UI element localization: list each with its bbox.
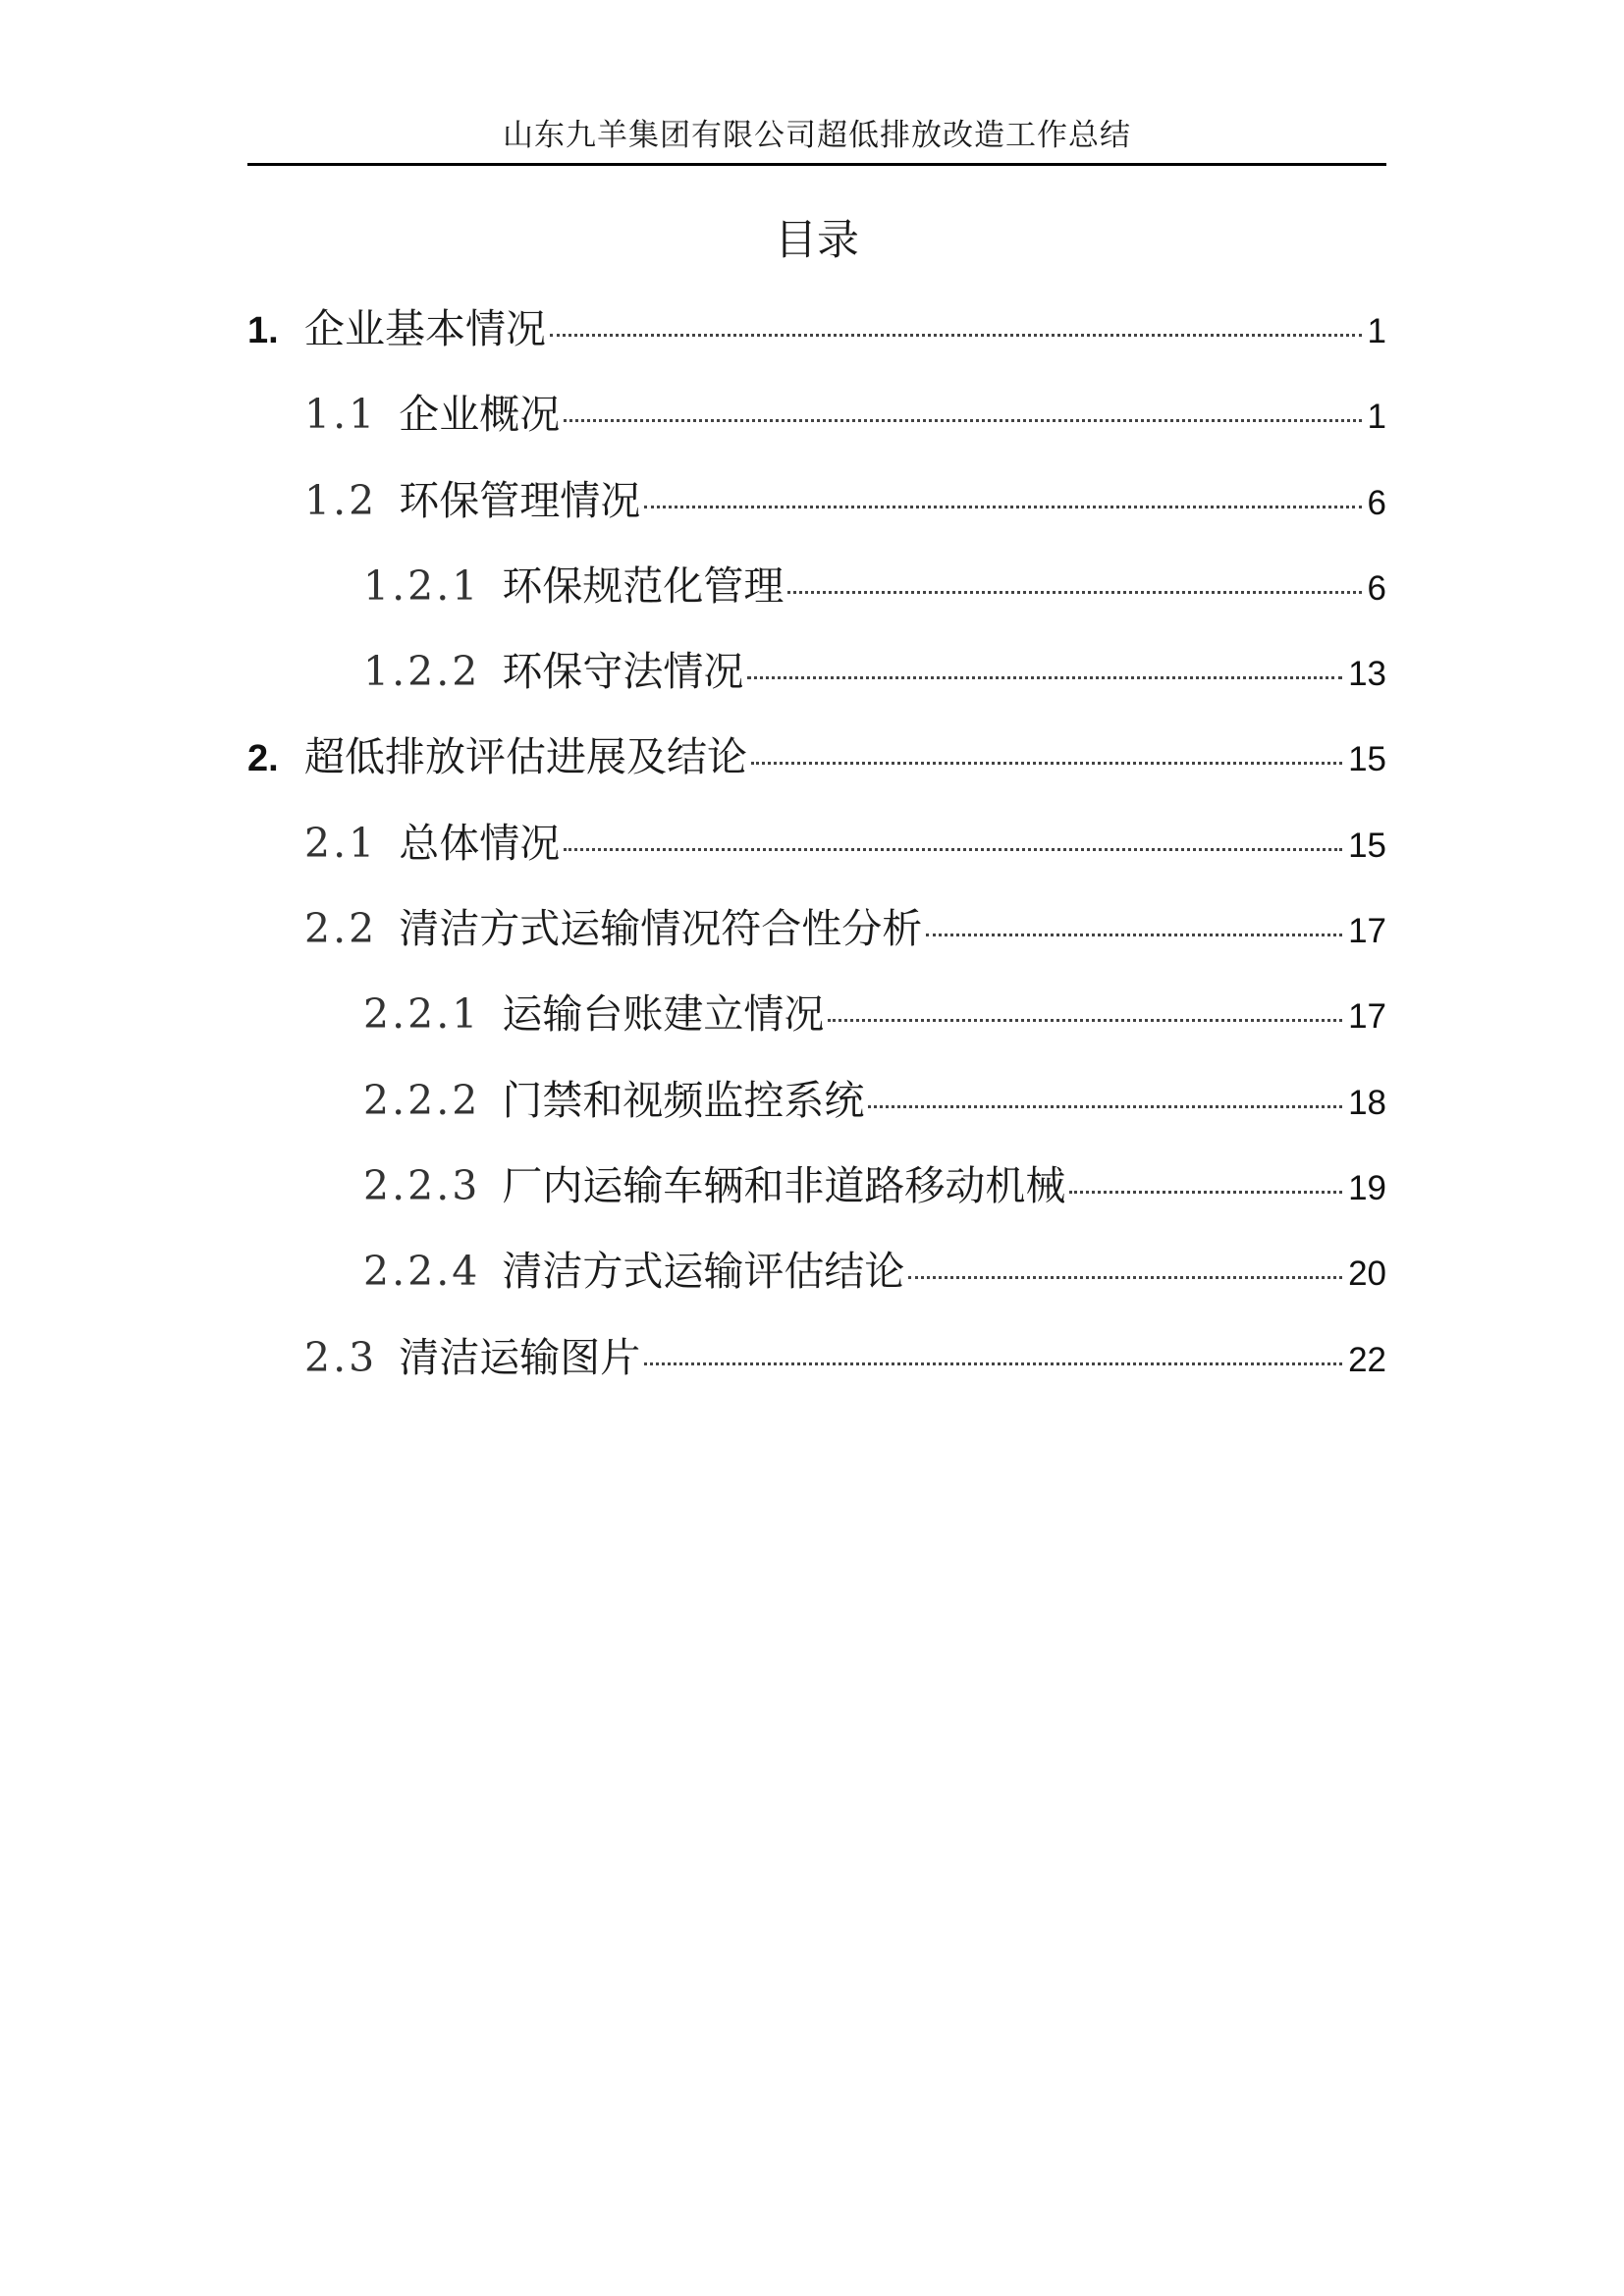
toc-entry-number: 2.2 [304, 905, 378, 953]
toc-entry-number: 2.3 [304, 1333, 378, 1381]
toc-entry-page: 6 [1367, 483, 1386, 522]
header-divider [247, 163, 1386, 166]
toc-entry-page: 1 [1367, 312, 1386, 350]
table-of-contents [247, 299, 1386, 1414]
toc-dot-leader [868, 1105, 1342, 1108]
toc-entry-text: 清洁方式运输情况符合性分析 [399, 905, 923, 953]
toc-entry-text: 超低排放评估进展及结论 [304, 733, 747, 781]
toc-entry-text: 厂内运输车辆和非道路移动机械 [502, 1161, 1066, 1209]
toc-entry-text: 环保管理情况 [399, 476, 641, 524]
toc-dot-leader [644, 506, 1361, 508]
toc-dot-leader [747, 676, 1342, 679]
toc-dot-leader [1069, 1191, 1342, 1194]
toc-title: 目录 [775, 216, 859, 265]
toc-entry-text: 运输台账建立情况 [502, 990, 825, 1039]
toc-entry-number: 1. [247, 310, 279, 351]
toc-dot-leader [644, 1362, 1342, 1365]
toc-entry[interactable] [247, 385, 1386, 470]
toc-entry[interactable] [247, 1156, 1386, 1242]
toc-entry-page: 17 [1348, 912, 1386, 951]
toc-entry-page: 15 [1348, 826, 1386, 865]
toc-entry-page: 6 [1367, 568, 1386, 608]
toc-entry-number: 2.2.2 [363, 1076, 481, 1124]
toc-dot-leader [550, 334, 1362, 337]
toc-entry-text: 环保规范化管理 [502, 561, 785, 610]
toc-entry-page: 15 [1348, 740, 1386, 779]
toc-entry-text: 门禁和视频监控系统 [502, 1076, 865, 1124]
toc-entry[interactable] [247, 1242, 1386, 1327]
toc-entry[interactable] [247, 299, 1386, 385]
toc-dot-leader [787, 591, 1361, 594]
toc-dot-leader [564, 419, 1361, 422]
toc-entry-page: 1 [1367, 398, 1386, 437]
toc-entry[interactable] [247, 899, 1386, 985]
toc-entry-number: 2.2.1 [363, 990, 481, 1039]
toc-entry-number: 2. [247, 738, 279, 780]
toc-entry[interactable] [247, 642, 1386, 727]
toc-entry-page: 17 [1348, 997, 1386, 1037]
toc-entry-number: 2.2.3 [363, 1161, 481, 1209]
toc-entry-text: 企业概况 [399, 391, 561, 439]
toc-entry-text: 清洁方式运输评估结论 [502, 1248, 905, 1296]
toc-entry[interactable] [247, 471, 1386, 557]
toc-entry-text: 企业基本情况 [304, 305, 546, 352]
toc-entry-page: 13 [1348, 655, 1386, 694]
toc-entry-number: 1.2.1 [363, 561, 481, 610]
toc-entry-text: 总体情况 [399, 819, 561, 867]
toc-entry-number: 2.1 [304, 819, 378, 867]
toc-entry[interactable] [247, 557, 1386, 642]
page-header-title: 山东九羊集团有限公司超低排放改造工作总结 [503, 118, 1131, 153]
toc-entry-number: 1.2 [304, 476, 378, 524]
toc-entry-number: 1.1 [304, 391, 378, 439]
toc-dot-leader [908, 1276, 1342, 1279]
toc-entry-page: 22 [1348, 1340, 1386, 1379]
toc-entry[interactable] [247, 985, 1386, 1070]
toc-entry-page: 19 [1348, 1168, 1386, 1207]
toc-entry[interactable] [247, 1328, 1386, 1414]
toc-dot-leader [564, 848, 1342, 851]
toc-dot-leader [828, 1019, 1342, 1022]
toc-entry[interactable] [247, 1071, 1386, 1156]
toc-entry-page: 20 [1348, 1255, 1386, 1294]
toc-entry-number: 2.2.4 [363, 1248, 481, 1296]
toc-entry-number: 1.2.2 [363, 648, 481, 696]
toc-entry-text: 环保守法情况 [502, 648, 744, 696]
toc-entry[interactable] [247, 727, 1386, 813]
toc-dot-leader [926, 934, 1342, 936]
toc-entry-text: 清洁运输图片 [399, 1333, 641, 1381]
toc-entry[interactable] [247, 814, 1386, 899]
toc-entry-page: 18 [1348, 1083, 1386, 1122]
toc-dot-leader [751, 762, 1342, 765]
